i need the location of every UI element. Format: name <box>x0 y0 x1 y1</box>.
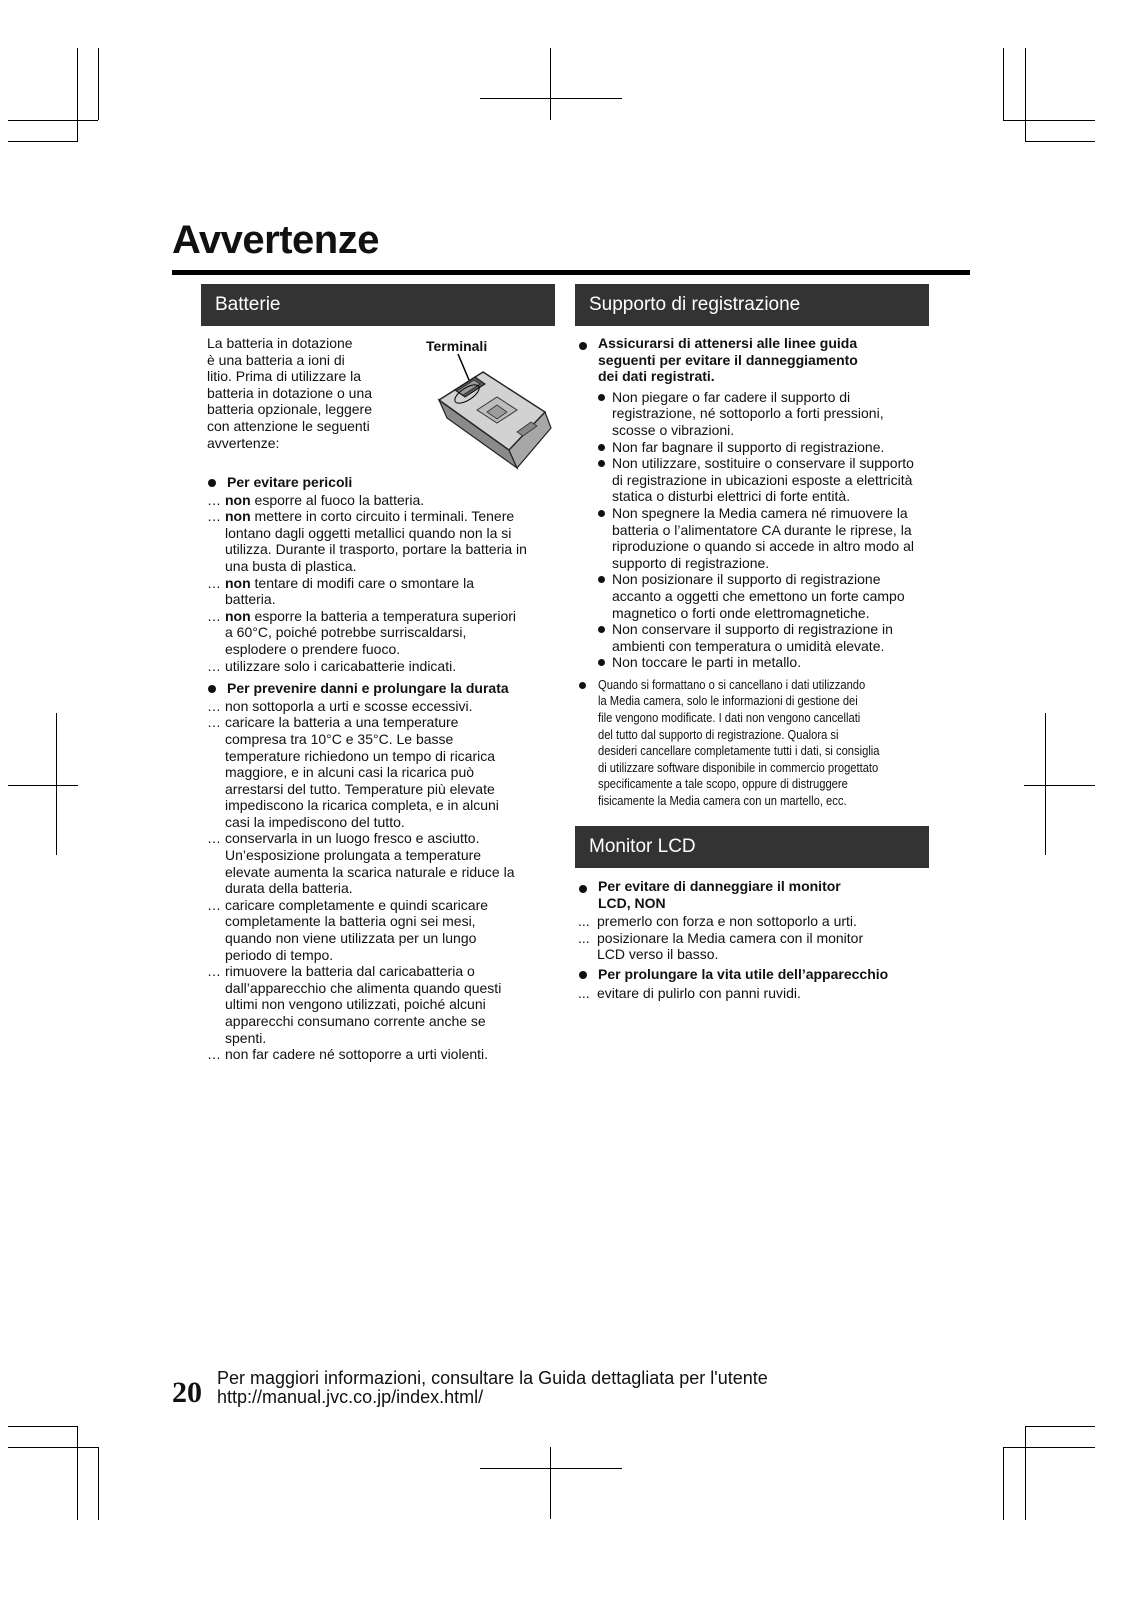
section-header-supporto: Supporto di registrazione <box>575 284 929 326</box>
section-header-monitor: Monitor LCD <box>575 826 929 868</box>
item-text: a 60°C, poiché potrebbe surriscaldarsi, <box>225 624 467 641</box>
battery-illustration <box>425 350 555 475</box>
section-header-batterie: Batterie <box>201 284 555 326</box>
danni-item <box>207 830 557 896</box>
intro-line: con attenzione le seguenti <box>207 417 370 434</box>
heading-text: Assicurarsi di attenersi alle linee guida <box>598 335 858 351</box>
ellipsis-marker: ... <box>578 984 590 1001</box>
heading-text: Per evitare pericoli <box>227 474 353 490</box>
item-text: rimuovere la batteria dal caricabatteria o <box>225 963 475 980</box>
bullet-icon <box>598 444 605 451</box>
item-text: dall’apparecchio che alimenta quando questi <box>225 979 502 996</box>
item-text: riproduzione o quando si accede in altro modo al <box>612 538 914 555</box>
item-text: scosse o vibrazioni. <box>612 421 735 438</box>
ellipsis-marker: ... <box>578 913 590 930</box>
ellipsis-marker: … <box>207 491 221 508</box>
supporto-item <box>598 455 933 505</box>
non-word: non <box>225 508 251 525</box>
bullet-icon <box>598 460 605 467</box>
item-text: arrestarsi del tutto. Temperature più elevate <box>225 780 495 797</box>
item-text: Non far bagnare il supporto di registrazione. <box>612 438 885 455</box>
item-text: non sottoporla a urti e scosse eccessivi. <box>225 697 473 714</box>
item-text: magnetico o forti onde elettromagnetiche. <box>612 604 870 621</box>
note-text: di utilizzare software disponibile in commercio progettato <box>598 759 879 775</box>
item-text: Non piegare o far cadere il supporto di <box>612 388 851 405</box>
note-text: Quando si formattano o si cancellano i dati utilizzando <box>598 676 866 692</box>
item-text: quando non viene utilizzata per un lungo <box>225 930 477 947</box>
danni-item <box>207 714 557 830</box>
supporto-item <box>598 389 933 439</box>
monitor-heading <box>578 878 933 911</box>
note-text: file vengono modificate. I dati non vengono cancellati <box>598 710 861 726</box>
ellipsis-marker: … <box>207 1046 221 1063</box>
item-text: casi la impediscono del tutto. <box>225 813 405 830</box>
ellipsis-marker: … <box>207 607 221 624</box>
bullet-icon <box>598 626 605 633</box>
item-text: temperature richiedono un tempo di ricarica <box>225 747 496 764</box>
item-text: batteria. <box>225 591 276 608</box>
danni-item <box>207 897 557 963</box>
footer-url: http://manual.jvc.co.jp/index.html/ <box>217 1387 484 1407</box>
ellipsis-marker: … <box>207 896 221 913</box>
bullet-icon <box>598 394 605 401</box>
item-text: esporre la batteria a temperatura superiori <box>250 607 517 624</box>
item-text: non far cadere né sottoporre a urti violenti. <box>225 1046 489 1063</box>
item-text: esplodere o prendere fuoco. <box>225 640 401 657</box>
pericoli-heading <box>207 474 557 491</box>
item-text: premerlo con forza e non sottoporlo a urti. <box>597 913 857 930</box>
intro-line: avvertenze: <box>207 434 280 451</box>
item-text: di registrazione in ubicazioni esposte a elettricità <box>612 471 913 488</box>
bullet-icon <box>579 342 587 350</box>
supporto-content <box>578 335 933 810</box>
bullet-icon <box>598 659 605 666</box>
note-text: la Media camera, solo le informazioni di gestione dei <box>598 693 858 709</box>
ellipsis-marker: … <box>207 574 221 591</box>
item-text: completamente la batteria ogni sei mesi, <box>225 913 476 930</box>
supporto-item <box>598 505 933 571</box>
item-text: caricare la batteria a una temperature <box>225 714 459 731</box>
non-word: non <box>225 491 251 508</box>
batterie-content <box>207 474 557 1063</box>
monitor-item <box>578 985 933 1002</box>
item-text: Non posizionare il supporto di registrazione <box>612 571 881 588</box>
pericoli-item <box>207 658 557 675</box>
footer-info-text: Per maggiori informazioni, consultare la Guida dettagliata per l'utente <box>217 1368 768 1388</box>
figure-label-terminali: Terminali <box>426 338 488 354</box>
heading-text: dei dati registrati. <box>598 368 715 385</box>
battery-intro <box>207 335 407 451</box>
monitor-heading <box>578 966 933 983</box>
heading-text: Per prevenire danni e prolungare la durata <box>227 680 509 697</box>
item-text: batteria o l’alimentatore CA durante le riprese, la <box>612 521 912 538</box>
item-text: tentare di modifi care o smontare la <box>250 574 474 591</box>
heading-text: seguenti per evitare il danneggiamento <box>598 351 858 368</box>
note-text: del tutto dal supporto di registrazione. Qualora si <box>598 726 839 742</box>
danni-item <box>207 963 557 1046</box>
page-number: 20 <box>172 1376 202 1409</box>
bullet-icon <box>208 479 216 487</box>
item-text: accanto a oggetti che emettono un forte campo <box>612 587 905 604</box>
item-text: mettere in corto circuito i terminali. Tenere <box>250 508 515 525</box>
heading-text: Per evitare di danneggiare il monitor <box>598 878 841 894</box>
ellipsis-marker: … <box>207 714 221 731</box>
pericoli-item <box>207 608 557 658</box>
ellipsis-marker: … <box>207 963 221 980</box>
monitor-item <box>578 913 933 930</box>
non-word: non <box>225 607 251 624</box>
ellipsis-marker: … <box>207 508 221 525</box>
item-text: ambienti con temperatura o umidità elevate. <box>612 637 885 654</box>
note-text: desideri cancellare completamente tutti i dati, si consiglia <box>598 743 880 759</box>
danni-heading <box>207 680 557 697</box>
item-text: elevate aumenta la scarica naturale e riduce la <box>225 863 515 880</box>
note-text: specificamente a tale scopo, oppure di distruggere <box>598 776 848 792</box>
item-text: impediscono la ricarica completa, e in alcuni <box>225 797 499 814</box>
item-text: LCD verso il basso. <box>597 946 719 963</box>
intro-line: litio. Prima di utilizzare la <box>207 368 362 385</box>
non-word: non <box>225 574 251 591</box>
item-text: supporto di registrazione. <box>612 554 770 571</box>
item-text: spenti. <box>225 1029 267 1046</box>
supporto-item <box>598 654 933 671</box>
item-text: lontano dagli oggetti metallici quando non la si <box>225 524 512 541</box>
ellipsis-marker: … <box>207 697 221 714</box>
item-text: ultimi non vengono utilizzati, poiché alcuni <box>225 996 486 1013</box>
item-text: caricare completamente e quindi scaricare <box>225 896 489 913</box>
danni-item <box>207 698 557 715</box>
item-text: maggiore, e in alcuni casi la ricarica può <box>225 764 475 781</box>
item-text: esporre al fuoco la batteria. <box>250 491 425 508</box>
intro-line: è una batteria a ioni di <box>207 351 345 368</box>
ellipsis-marker: ... <box>578 929 590 946</box>
item-text: Non spegnere la Media camera né rimuovere la <box>612 504 908 521</box>
ellipsis-marker: … <box>207 657 221 674</box>
item-text: utilizza. Durante il trasporto, portare la batteria in <box>225 541 527 558</box>
note-text: fisicamente la Media camera con un martello, ecc. <box>598 793 847 809</box>
supporto-note <box>578 677 933 810</box>
pericoli-item <box>207 575 557 608</box>
bullet-icon <box>208 685 216 693</box>
supporto-item <box>598 571 933 621</box>
heading-text: Per prolungare la vita utile dell’apparecchio <box>598 965 889 982</box>
item-text: apparecchi consumano corrente anche se <box>225 1013 486 1029</box>
item-text: compresa tra 10°C e 35°C. Le basse <box>225 730 454 747</box>
supporto-heading <box>578 335 933 385</box>
item-text: Un’esposizione prolungata a temperature <box>225 847 482 864</box>
bullet-icon <box>598 510 605 517</box>
page-title: Avvertenze <box>172 218 379 262</box>
supporto-item <box>598 621 933 654</box>
monitor-content <box>578 878 933 1001</box>
heading-text: LCD, NON <box>598 894 666 911</box>
danni-item <box>207 1046 557 1063</box>
item-text: posizionare la Media camera con il monitor <box>597 929 864 946</box>
item-text: registrazione, né sottoporlo a forti pressioni, <box>612 405 884 422</box>
item-text: Non utilizzare, sostituire o conservare il supporto <box>612 455 914 472</box>
ellipsis-marker: … <box>207 830 221 847</box>
title-rule <box>172 270 970 275</box>
bullet-icon <box>598 576 605 583</box>
item-text: Non conservare il supporto di registrazione in <box>612 621 893 638</box>
item-text: durata della batteria. <box>225 880 353 897</box>
item-text: Non toccare le parti in metallo. <box>612 654 802 671</box>
pericoli-item <box>207 492 557 509</box>
item-text: evitare di pulirlo con panni ruvidi. <box>597 984 801 1001</box>
item-text: una busta di plastica. <box>225 557 357 574</box>
item-text: conservarla in un luogo fresco e asciutto. <box>225 830 480 847</box>
bullet-icon <box>579 971 587 979</box>
intro-line: batteria opzionale, leggere <box>207 401 373 418</box>
intro-line: batteria in dotazione o una <box>207 384 373 401</box>
supporto-item <box>598 439 933 456</box>
item-text: periodo di tempo. <box>225 946 334 963</box>
item-text: utilizzare solo i caricabatterie indicati. <box>225 657 457 674</box>
monitor-item <box>578 930 933 963</box>
item-text: statica o disturbi elettrici di forte entità. <box>612 488 851 505</box>
pericoli-item <box>207 508 557 574</box>
intro-line: La batteria in dotazione <box>207 335 353 351</box>
bullet-icon <box>579 682 586 689</box>
bullet-icon <box>579 885 587 893</box>
